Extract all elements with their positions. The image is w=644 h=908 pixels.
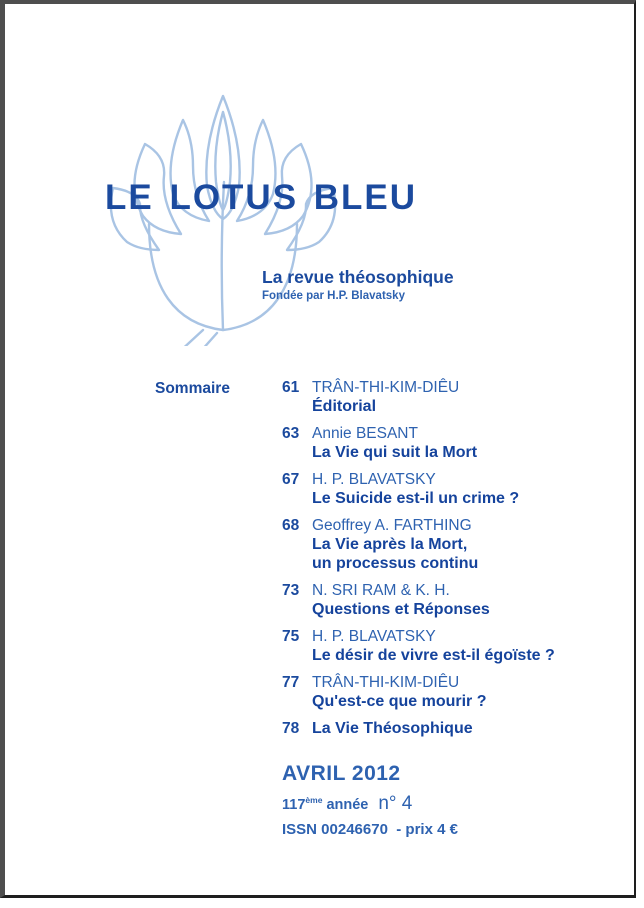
sommaire-label: Sommaire [155, 380, 230, 397]
toc-title: un processus continu [312, 555, 479, 572]
toc-page-number: 73 [282, 582, 300, 599]
toc-entries [282, 378, 612, 746]
toc-row [282, 673, 612, 711]
toc-entry-body [312, 378, 612, 416]
toc-entry-body [312, 581, 612, 619]
issue-info [282, 762, 458, 838]
toc-page-number: 61 [282, 379, 300, 396]
toc-entry-body [312, 673, 612, 711]
toc-row [282, 516, 612, 573]
issn-price-line: ISSN 00246670 - prix 4 € [282, 821, 458, 838]
issue-year-line [282, 793, 458, 815]
toc-title: Le désir de vivre est-il égoïste ? [312, 647, 555, 664]
toc-author: Annie BESANT [312, 425, 418, 442]
issue-year-label: année [322, 797, 369, 813]
magazine-subtitle: La revue théosophique [262, 267, 454, 287]
toc-row [282, 424, 612, 462]
lotus-illustration [103, 90, 345, 346]
toc-author: H. P. BLAVATSKY [312, 628, 436, 645]
toc-entry-body [312, 516, 612, 573]
toc-row [282, 627, 612, 665]
toc-entry-body [312, 627, 612, 665]
toc-author: N. SRI RAM & K. H. [312, 582, 450, 599]
issue-number: n° 4 [378, 793, 413, 814]
toc-page-number: 68 [282, 517, 300, 534]
issue-year-suffix: ème [305, 795, 323, 806]
toc-title: Le Suicide est-il un crime ? [312, 490, 520, 507]
issue-month-year: AVRIL 2012 [282, 762, 401, 785]
toc-page-number: 77 [282, 674, 300, 691]
toc-row [282, 378, 612, 416]
toc-row [282, 719, 612, 738]
toc-author: Geoffrey A. FARTHING [312, 517, 472, 534]
magazine-title: LE LOTUS BLEU [105, 178, 418, 217]
toc-entry-body [312, 470, 612, 508]
issue-year-number: 117 [282, 797, 306, 813]
toc-author: TRÂN-THI-KIM-DIÊU [312, 674, 460, 691]
toc-page-number: 78 [282, 720, 300, 737]
toc-author: TRÂN-THI-KIM-DIÊU [312, 379, 460, 396]
toc-title: La Vie qui suit la Mort [312, 444, 478, 461]
toc-row [282, 470, 612, 508]
toc-title: La Vie après la Mort, [312, 536, 468, 553]
toc-title: Questions et Réponses [312, 601, 490, 618]
toc-title: Éditorial [312, 398, 377, 415]
toc-author: H. P. BLAVATSKY [312, 471, 436, 488]
toc-entry-body [312, 719, 612, 738]
toc-row [282, 581, 612, 619]
toc-title: Qu'est-ce que mourir ? [312, 693, 487, 710]
toc-title: La Vie Théosophique [312, 720, 473, 737]
toc-page-number: 75 [282, 628, 300, 645]
toc-page-number: 67 [282, 471, 300, 488]
toc-page-number: 63 [282, 425, 300, 442]
founder-line: Fondée par H.P. Blavatsky [262, 290, 405, 302]
toc-entry-body [312, 424, 612, 462]
